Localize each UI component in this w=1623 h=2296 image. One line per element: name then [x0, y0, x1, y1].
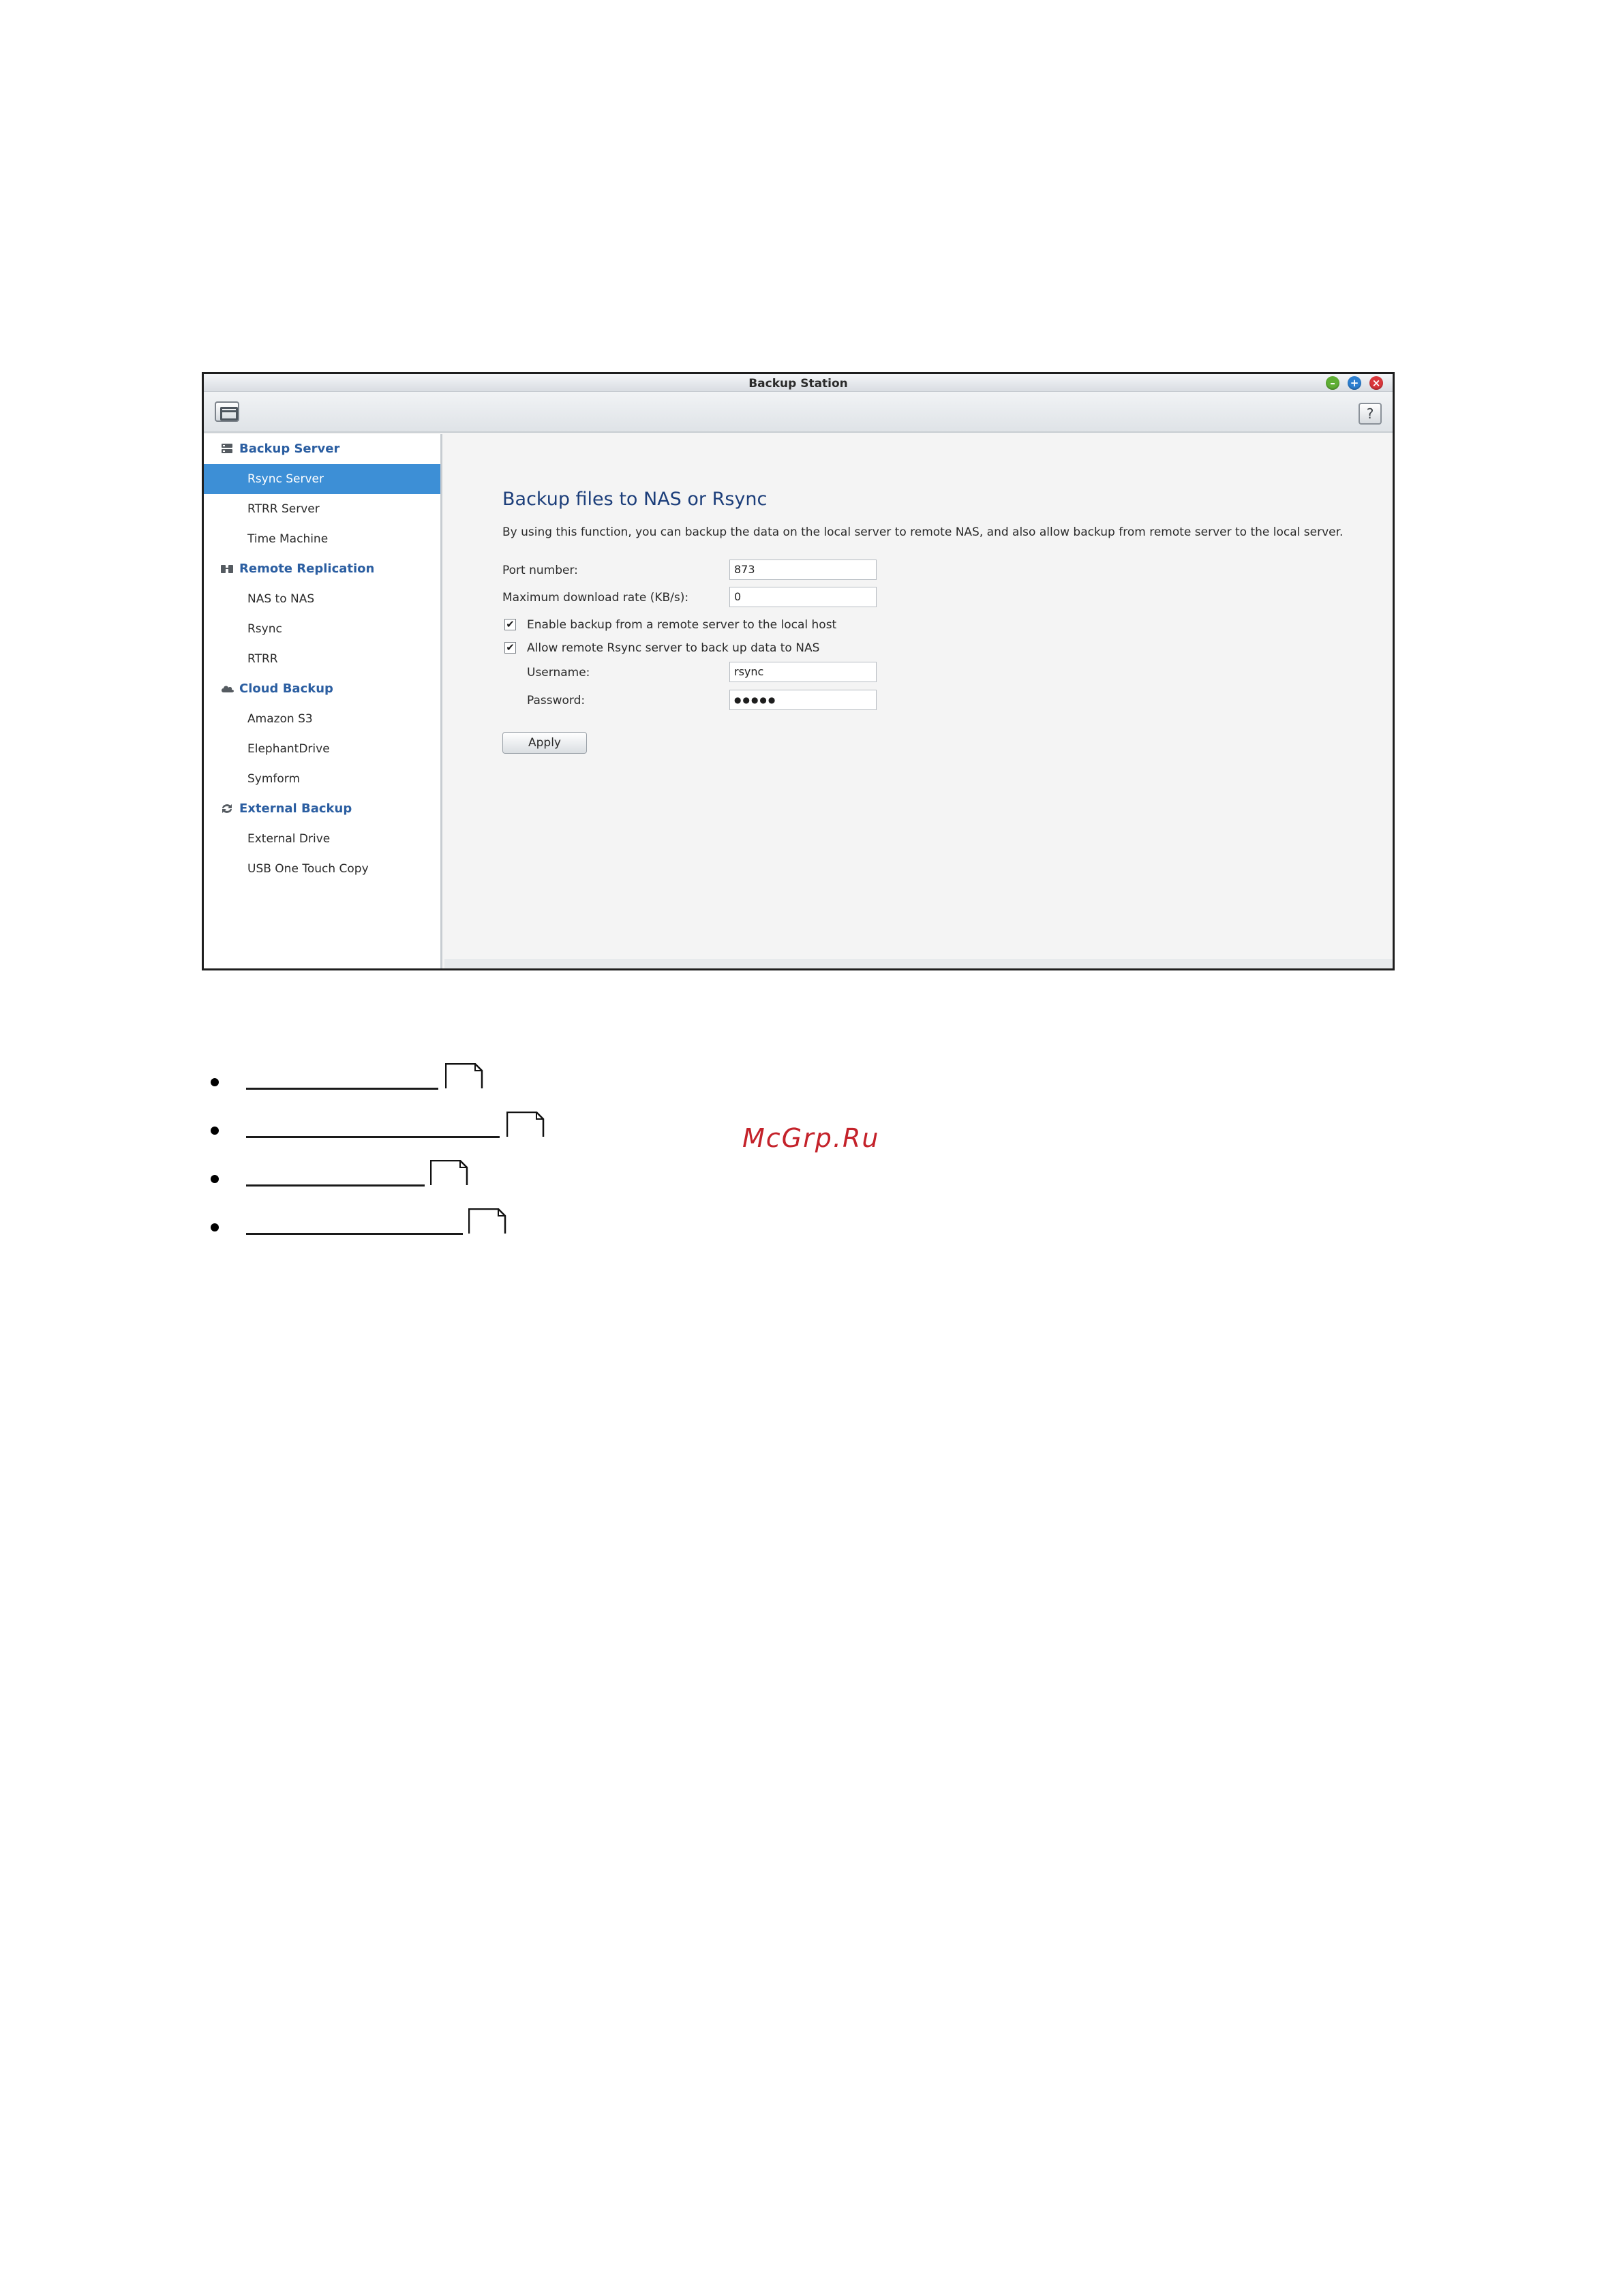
page-reference-icon: [506, 1112, 545, 1137]
help-button[interactable]: ?: [1359, 403, 1382, 425]
sidebar-item-amazon-s3[interactable]: Amazon S3: [247, 712, 313, 726]
sidebar-item-time-machine[interactable]: Time Machine: [247, 532, 329, 546]
minimize-button[interactable]: –: [1326, 376, 1339, 390]
sidebar-section-label: Remote Replication: [239, 562, 375, 576]
username-input[interactable]: rsync: [729, 662, 877, 682]
replication-icon: [220, 563, 234, 575]
enable-backup-checkbox[interactable]: ✔: [504, 619, 516, 630]
close-button[interactable]: ×: [1369, 376, 1383, 390]
sidebar-item-rsync-server[interactable]: Rsync Server: [204, 464, 440, 494]
sidebar-item-usb-one-touch-copy[interactable]: USB One Touch Copy: [247, 862, 369, 876]
password-input[interactable]: ●●●●●: [729, 690, 877, 710]
page-reference-icon: [430, 1160, 468, 1186]
title-bar: [204, 374, 1393, 392]
enable-backup-label: Enable backup from a remote server to the local host: [527, 618, 837, 632]
content-footer-bar: [444, 959, 1393, 968]
link-underline: [246, 1184, 425, 1187]
sidebar-section-label: Cloud Backup: [239, 682, 333, 696]
window-menu-icon[interactable]: [215, 401, 239, 422]
link-underline: [246, 1088, 438, 1090]
sidebar-item-symform[interactable]: Symform: [247, 772, 301, 786]
window-title: Backup Station: [748, 377, 848, 391]
sidebar-section-label: External Backup: [239, 801, 352, 816]
username-label: Username:: [527, 666, 590, 679]
sidebar-section-external-backup[interactable]: [204, 794, 440, 824]
allow-remote-label: Allow remote Rsync server to back up data to NAS: [527, 641, 820, 655]
maximize-button[interactable]: +: [1348, 376, 1361, 390]
page-reference-icon: [445, 1063, 483, 1089]
port-number-input[interactable]: 873: [729, 560, 877, 580]
sidebar-section-backup-server[interactable]: [204, 434, 440, 464]
page-title: Backup files to NAS or Rsync: [502, 489, 768, 510]
sidebar-item-elephantdrive[interactable]: ElephantDrive: [247, 742, 330, 756]
password-label: Password:: [527, 694, 586, 707]
description-text: By using this function, you can backup the data on the local server to remote NAS, and also allow backup from remote server to the local server.: [502, 525, 1344, 539]
backup-station-window: [202, 372, 1395, 970]
port-number-label: Port number:: [502, 564, 578, 577]
bullet-icon: [211, 1078, 219, 1086]
sidebar: [204, 434, 442, 968]
toolbar: [204, 392, 1393, 433]
sidebar-item-external-drive[interactable]: External Drive: [247, 832, 331, 846]
apply-button[interactable]: Apply: [502, 732, 587, 754]
sidebar-section-cloud-backup[interactable]: [204, 674, 440, 704]
window-controls: [1326, 376, 1383, 390]
sync-icon: [220, 803, 234, 814]
sidebar-item-rsync[interactable]: Rsync: [247, 622, 282, 636]
link-underline: [246, 1136, 500, 1138]
watermark-text: McGrp.Ru: [742, 1123, 880, 1153]
list-item[interactable]: [211, 1216, 524, 1244]
cloud-icon: [220, 683, 234, 694]
max-download-rate-input[interactable]: 0: [729, 587, 877, 607]
list-item[interactable]: [211, 1120, 551, 1147]
list-item[interactable]: [211, 1168, 483, 1195]
sidebar-section-remote-replication[interactable]: [204, 554, 440, 584]
bullet-icon: [211, 1175, 219, 1183]
sidebar-item-nas-to-nas[interactable]: NAS to NAS: [247, 592, 315, 606]
max-download-rate-label: Maximum download rate (KB/s):: [502, 591, 689, 604]
bullet-icon: [211, 1223, 219, 1231]
server-icon: [220, 443, 234, 455]
sidebar-section-label: Backup Server: [239, 442, 340, 456]
link-underline: [246, 1233, 463, 1235]
list-item[interactable]: [211, 1071, 497, 1099]
sidebar-item-rtrr[interactable]: RTRR: [247, 652, 278, 666]
sidebar-item-rtrr-server[interactable]: RTRR Server: [247, 502, 320, 516]
allow-remote-checkbox[interactable]: ✔: [504, 642, 516, 654]
page-reference-icon: [468, 1208, 506, 1234]
main-content: [444, 434, 1393, 968]
bullet-icon: [211, 1127, 219, 1135]
